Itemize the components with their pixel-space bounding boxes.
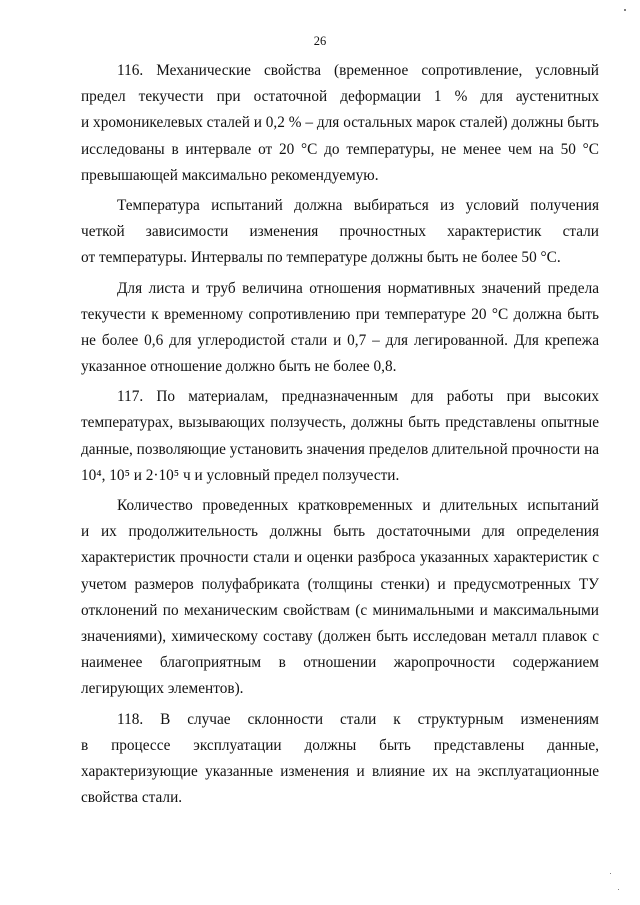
text-line: 10⁴, 10⁵ и 2·10⁵ ч и условный предел ползучести. bbox=[81, 466, 400, 484]
text-line: превышающей максимально рекомендуемую. bbox=[81, 166, 379, 184]
text-line: предел текучести при остаточной деформации 1 % для аустенитных bbox=[81, 88, 599, 106]
paragraph-yield-ratio bbox=[81, 276, 599, 381]
text-line: и их продолжительность должны быть достаточными для определения bbox=[81, 523, 599, 541]
text-line: свойства стали. bbox=[81, 789, 183, 807]
paragraph-116 bbox=[81, 58, 599, 189]
text-line: значениями), химическому составу (должен быть исследован металл плавок с bbox=[81, 627, 599, 645]
text-line: данные, позволяющие установить значения пределов длительной прочности на bbox=[81, 440, 599, 458]
document-body bbox=[81, 58, 599, 811]
paragraph-test-count bbox=[81, 493, 599, 703]
text-line: Для листа и труб величина отношения нормативных значений предела bbox=[117, 279, 599, 297]
text-line: учетом размеров полуфабриката (толщины стенки) и предусмотренных ТУ bbox=[81, 575, 599, 593]
text-line: исследованы в интервале от 20 °С до температуры, не менее чем на 50 °С bbox=[81, 140, 599, 158]
scan-speck bbox=[618, 889, 619, 890]
text-line: характеристик прочности стали и оценки разброса указанных характеристик с bbox=[81, 549, 599, 567]
text-line: характеризующие указанные изменения и влияние их на эксплуатационные bbox=[81, 762, 599, 780]
text-line: 116. Механические свойства (временное сопротивление, условный bbox=[117, 62, 599, 79]
paragraph-test-temperature bbox=[81, 193, 599, 272]
text-line: Количество проведенных кратковременных и длительных испытаний bbox=[117, 497, 599, 514]
text-line: температурах, вызывающих ползучесть, должны быть представлены опытные bbox=[81, 414, 599, 432]
text-line: Температура испытаний должна выбираться из условий получения bbox=[117, 196, 599, 214]
text-line: не более 0,6 для углеродистой стали и 0,7 – для легированной. Для крепежа bbox=[81, 331, 599, 349]
text-line: в процессе эксплуатации должны быть представлены данные, bbox=[81, 736, 599, 754]
text-line: наименее благоприятным в отношении жаропрочности содержанием bbox=[81, 654, 599, 672]
text-line: 118. В случае склонности стали к структурным изменениям bbox=[117, 710, 599, 728]
text-line: от температуры. Интервалы по температуре должны быть не более 50 °С. bbox=[81, 249, 561, 267]
paragraph-117 bbox=[81, 384, 599, 489]
scan-speck bbox=[610, 873, 611, 874]
text-line: отклонений по механическим свойствам (с минимальными и максимальными bbox=[81, 601, 599, 619]
scan-speck bbox=[624, 9, 626, 11]
text-line: четкой зависимости изменения прочностных характеристик стали bbox=[81, 223, 599, 241]
text-line: указанное отношение должно быть не более 0,8. bbox=[81, 358, 397, 376]
text-line: текучести к временному сопротивлению при температуре 20 °С должна быть bbox=[81, 305, 599, 323]
text-line: 117. По материалам, предназначенным для работы при высоких bbox=[117, 388, 599, 406]
text-line: легирующих элементов). bbox=[81, 680, 244, 698]
text-line: и хромоникелевых сталей и 0,2 % – для остальных марок сталей) должны быть bbox=[81, 114, 599, 132]
paragraph-118 bbox=[81, 707, 599, 812]
page-number: 26 bbox=[313, 34, 327, 48]
